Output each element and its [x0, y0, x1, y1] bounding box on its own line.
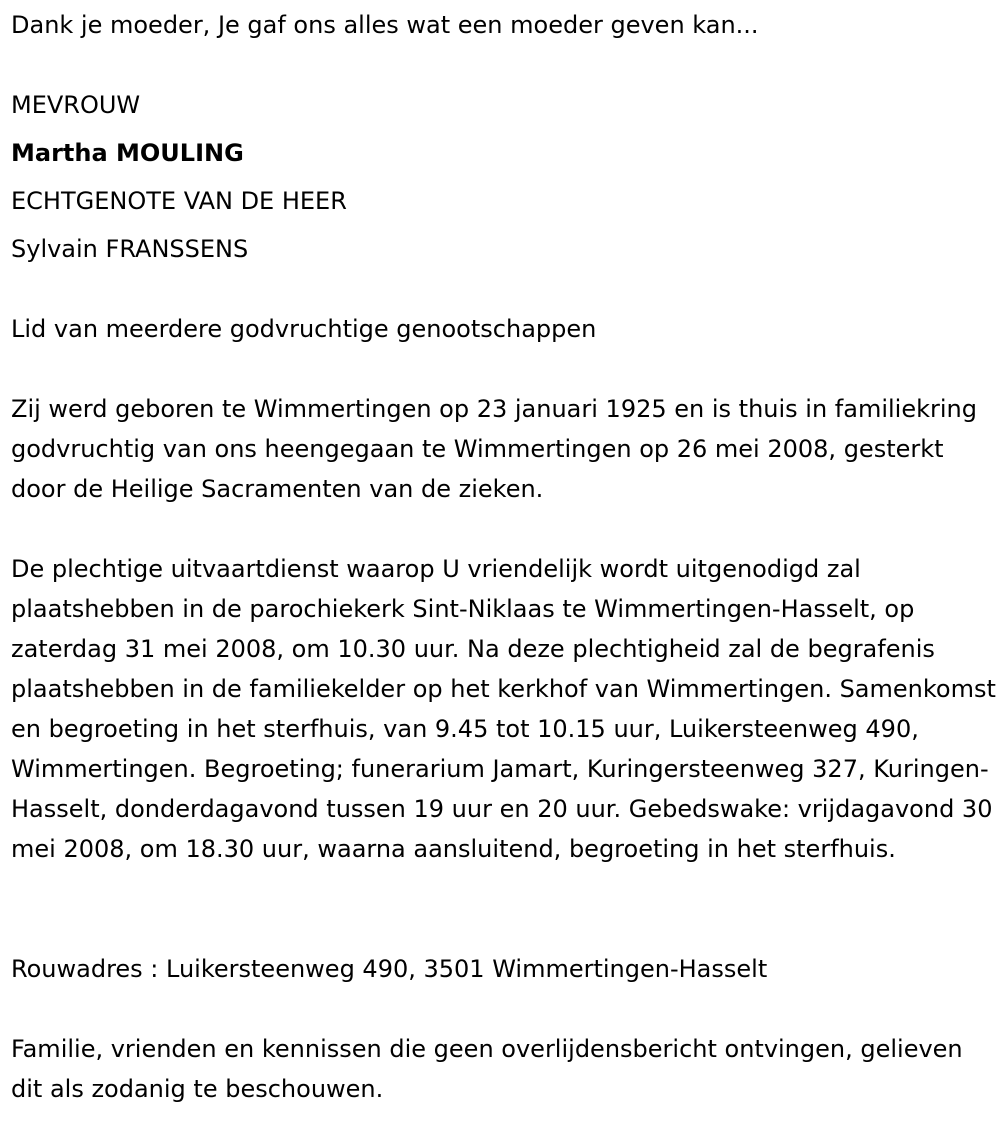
honorific-title: MEVROUW — [11, 91, 141, 119]
opening-quote: Dank je moeder, Je gaf ons alles wat een moeder geven kan... — [11, 11, 759, 39]
membership-text: Lid van meerdere godvruchtige genootschappen — [11, 315, 597, 343]
birth-death-paragraph: Zij werd geboren te Wimmertingen op 23 januari 1925 en is thuis in familiekring godvruchtig van ons heengegaan te Wimmertingen op 26 mei 2008, gesterkt door de Heilige Sacramenten van de zieken. — [11, 395, 977, 503]
spouse-name: Sylvain FRANSSENS — [11, 235, 249, 263]
funeral-paragraph: De plechtige uitvaartdienst waarop U vriendelijk wordt uitgenodigd zal plaatshebben in de parochiekerk Sint-Niklaas te Wimmertingen-Hasselt, op zaterdag 31 mei 2008, om 10.30 uur. Na deze plechtigheid zal de begrafenis plaatshebben in de familiekelder op het kerkhof van Wimmertingen. Samenkomst en begroeting in het sterfhuis, van 9.45 tot 10.15 uur, Luikersteenweg 490, Wimmertingen. Begroeting; funerarium Jamart, Kuringersteenweg 327, Kuringen-Hasselt, donderdagavond tussen 19 uur en 20 uur. Gebedswake: vrijdagavond 30 mei 2008, om 18.30 uur, waarna aansluitend, begroeting in het sterfhuis. — [11, 555, 996, 863]
closing-note: Familie, vrienden en kennissen die geen overlijdensbericht ontvingen, gelieven dit als zodanig te beschouwen. — [11, 1035, 963, 1103]
spouse-label: ECHTGENOTE VAN DE HEER — [11, 187, 347, 215]
deceased-name: Martha MOULING — [11, 139, 244, 167]
mourning-address: Rouwadres : Luikersteenweg 490, 3501 Wimmertingen-Hasselt — [11, 955, 768, 983]
